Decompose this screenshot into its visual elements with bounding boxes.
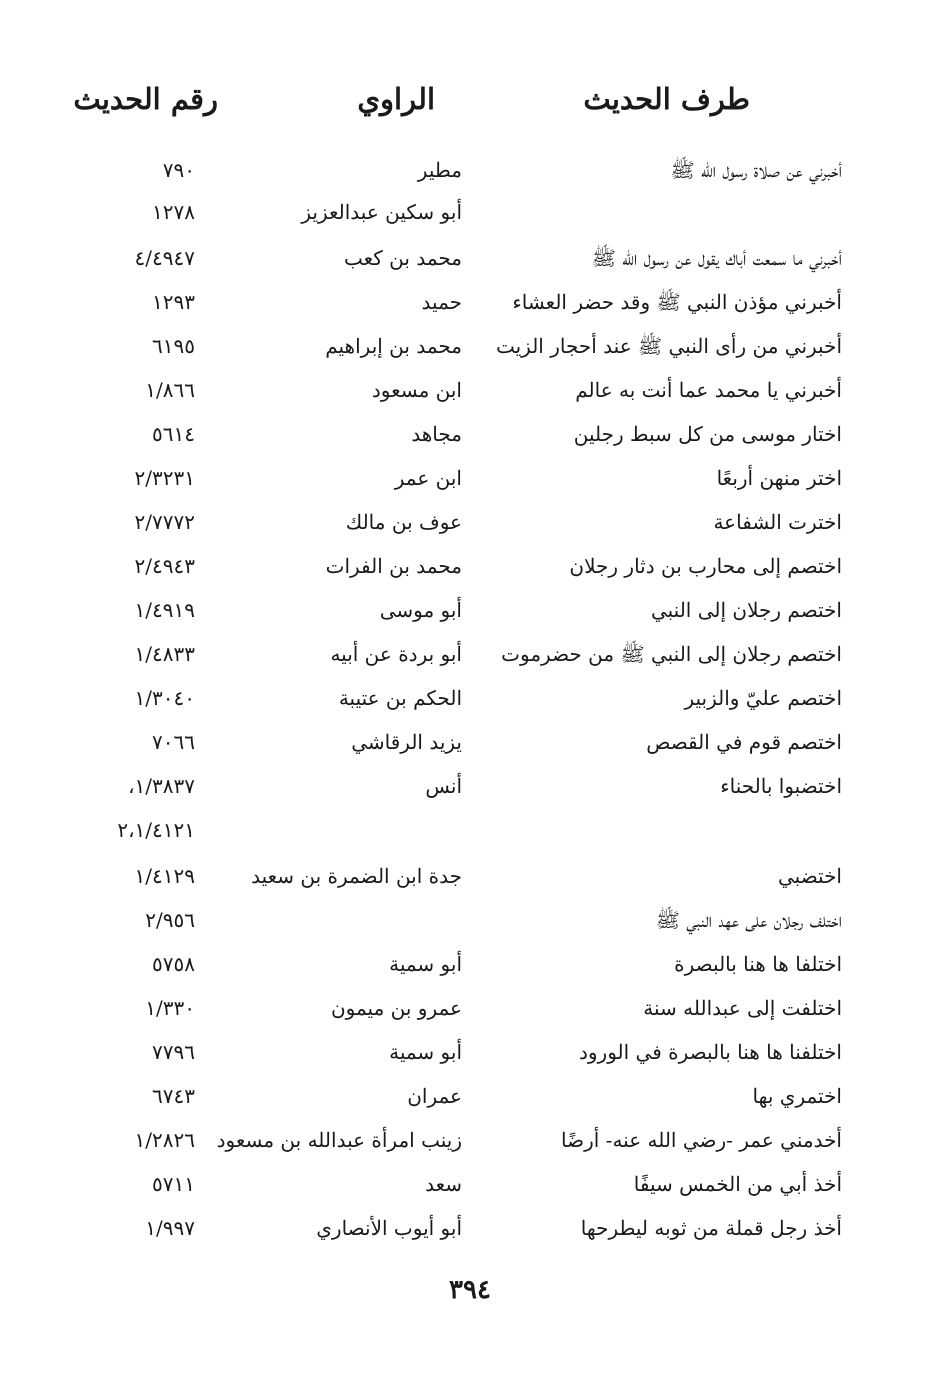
- number-cell: ١/٢٨٢٦: [134, 1128, 195, 1152]
- number-cell: ٢/٤٩٤٣: [134, 554, 195, 578]
- hadith-cell: أخبرني من رأى النبي ﷺ عند أحجار الزيت: [495, 334, 842, 358]
- number-cell: ٢،١/٤١٢١: [117, 818, 195, 842]
- number-cell: ١/٩٩٧: [145, 1216, 195, 1240]
- table-row: [0, 290, 940, 330]
- hadith-cell: اختصم إلى محارب بن دثار رجلان: [569, 554, 842, 578]
- header-hadith: طرف الحديث: [583, 82, 750, 116]
- table-row: [0, 1040, 940, 1080]
- number-cell: ١٢٧٨: [152, 200, 195, 224]
- table-row: [0, 466, 940, 506]
- number-cell: ٥٧٥٨: [152, 952, 195, 976]
- page-number: ٣٩٤: [449, 1275, 491, 1305]
- number-cell: ١/٤٩١٩: [134, 598, 195, 622]
- narrator-cell: يزيد الرقاشي: [351, 730, 462, 754]
- narrator-cell: أنس: [425, 774, 462, 798]
- table-row: [0, 334, 940, 374]
- narrator-cell: زينب امرأة عبدالله بن مسعود: [216, 1128, 462, 1152]
- narrator-cell: الحكم بن عتيبة: [338, 686, 462, 710]
- hadith-cell: اختضبي: [777, 864, 842, 888]
- table-row: [0, 818, 940, 858]
- narrator-cell: أبو سمية: [389, 952, 462, 976]
- hadith-cell: اختلفنا ها هنا بالبصرة في الورود: [578, 1040, 842, 1064]
- hadith-cell: أخبرني عن صلاة رسول الله ﷺ: [670, 158, 842, 182]
- narrator-cell: عمران: [407, 1084, 462, 1108]
- hadith-cell: أخبرني مؤذن النبي ﷺ وقد حضر العشاء: [512, 290, 842, 314]
- narrator-cell: أبو سكين عبدالعزيز: [301, 200, 462, 224]
- narrator-cell: أبو سمية: [389, 1040, 462, 1064]
- hadith-cell: أخذ أبي من الخمس سيفًا: [633, 1172, 842, 1196]
- hadith-cell: أخدمني عمر -رضي الله عنه- أرضًا: [561, 1128, 842, 1152]
- narrator-cell: ابن عمر: [394, 466, 462, 490]
- number-cell: ١/٤١٢٩: [134, 864, 195, 888]
- hadith-cell: اختار موسى من كل سبط رجلين: [573, 422, 842, 446]
- number-cell: ١/٤٨٣٣: [134, 642, 195, 666]
- table-row: [0, 598, 940, 638]
- number-cell: ٤/٤٩٤٧: [134, 246, 195, 270]
- number-cell: ٢/٣٢٣١: [134, 466, 195, 490]
- narrator-cell: محمد بن إبراهيم: [325, 334, 462, 358]
- table-row: [0, 1084, 940, 1124]
- hadith-cell: اختلف رجلان على عهد النبي ﷺ: [655, 908, 842, 932]
- narrator-cell: محمد بن الفرات: [325, 554, 462, 578]
- table-row: [0, 158, 940, 198]
- narrator-cell: سعد: [425, 1172, 462, 1196]
- number-cell: ٢/٧٧٧٢: [134, 510, 195, 534]
- narrator-cell: مجاهد: [411, 422, 462, 446]
- table-row: [0, 378, 940, 418]
- narrator-cell: مطير: [417, 158, 462, 182]
- narrator-cell: عوف بن مالك: [345, 510, 462, 534]
- table-row: [0, 686, 940, 726]
- number-cell: ٦٧٤٣: [152, 1084, 195, 1108]
- number-cell: ٦١٩٥: [152, 334, 195, 358]
- table-row: [0, 246, 940, 286]
- table-row: [0, 952, 940, 992]
- number-cell: ١/٣٣٠: [145, 996, 195, 1020]
- table-row: [0, 908, 940, 948]
- table-row: [0, 422, 940, 462]
- number-cell: ٥٧١١: [152, 1172, 195, 1196]
- table-row: [0, 642, 940, 682]
- number-cell: ٧٠٦٦: [152, 730, 195, 754]
- hadith-cell: اختصم رجلان إلى النبي: [650, 598, 842, 622]
- table-header: [0, 82, 940, 132]
- hadith-cell: أخذ رجل قملة من ثوبه ليطرحها: [580, 1216, 842, 1240]
- table-row: [0, 996, 940, 1036]
- narrator-cell: محمد بن كعب: [344, 246, 462, 270]
- number-cell: ١/٨٦٦: [145, 378, 195, 402]
- number-cell: ٧٩٠: [162, 158, 195, 182]
- hadith-cell: اخترت الشفاعة: [713, 510, 842, 534]
- narrator-cell: جدة ابن الضمرة بن سعيد: [251, 864, 462, 888]
- narrator-cell: أبو موسى: [379, 598, 462, 622]
- hadith-cell: اختلفت إلى عبدالله سنة: [643, 996, 842, 1020]
- hadith-cell: اختصم رجلان إلى النبي ﷺ من حضرموت: [501, 642, 842, 666]
- table-row: [0, 730, 940, 770]
- narrator-cell: حميد: [421, 290, 462, 314]
- table-row: [0, 774, 940, 814]
- number-cell: ١/٣٠٤٠: [134, 686, 195, 710]
- hadith-cell: اختصم قوم في القصص: [646, 730, 842, 754]
- hadith-cell: اختر منهن أربعًا: [716, 466, 842, 490]
- narrator-cell: عمرو بن ميمون: [330, 996, 462, 1020]
- narrator-cell: أبو بردة عن أبيه: [330, 642, 462, 666]
- hadith-cell: اختمري بها: [752, 1084, 842, 1108]
- hadith-cell: اختلفا ها هنا بالبصرة: [674, 952, 842, 976]
- table-row: [0, 864, 940, 904]
- header-narrator: الراوي: [357, 82, 435, 116]
- hadith-cell: اختصم عليّ والزبير: [684, 686, 842, 710]
- table-row: [0, 554, 940, 594]
- hadith-cell: أخبرني ما سمعت أباك يقول عن رسول الله ﷺ: [591, 246, 842, 270]
- header-number: رقم الحديث: [73, 82, 218, 116]
- hadith-cell: اختضبوا بالحناء: [720, 774, 842, 798]
- table-row: [0, 1128, 940, 1168]
- hadith-cell: أخبرني يا محمد عما أنت به عالم: [575, 378, 842, 402]
- number-cell: ٥٦١٤: [152, 422, 195, 446]
- narrator-cell: ابن مسعود: [371, 378, 462, 402]
- table-row: [0, 1172, 940, 1212]
- number-cell: ١/٣٨٣٧،: [128, 774, 195, 798]
- narrator-cell: أبو أيوب الأنصاري: [316, 1216, 462, 1240]
- table-row: [0, 510, 940, 550]
- number-cell: ٢/٩٥٦: [145, 908, 195, 932]
- table-row: [0, 200, 940, 240]
- number-cell: ١٢٩٣: [152, 290, 195, 314]
- table-row: [0, 1216, 940, 1256]
- number-cell: ٧٧٩٦: [152, 1040, 195, 1064]
